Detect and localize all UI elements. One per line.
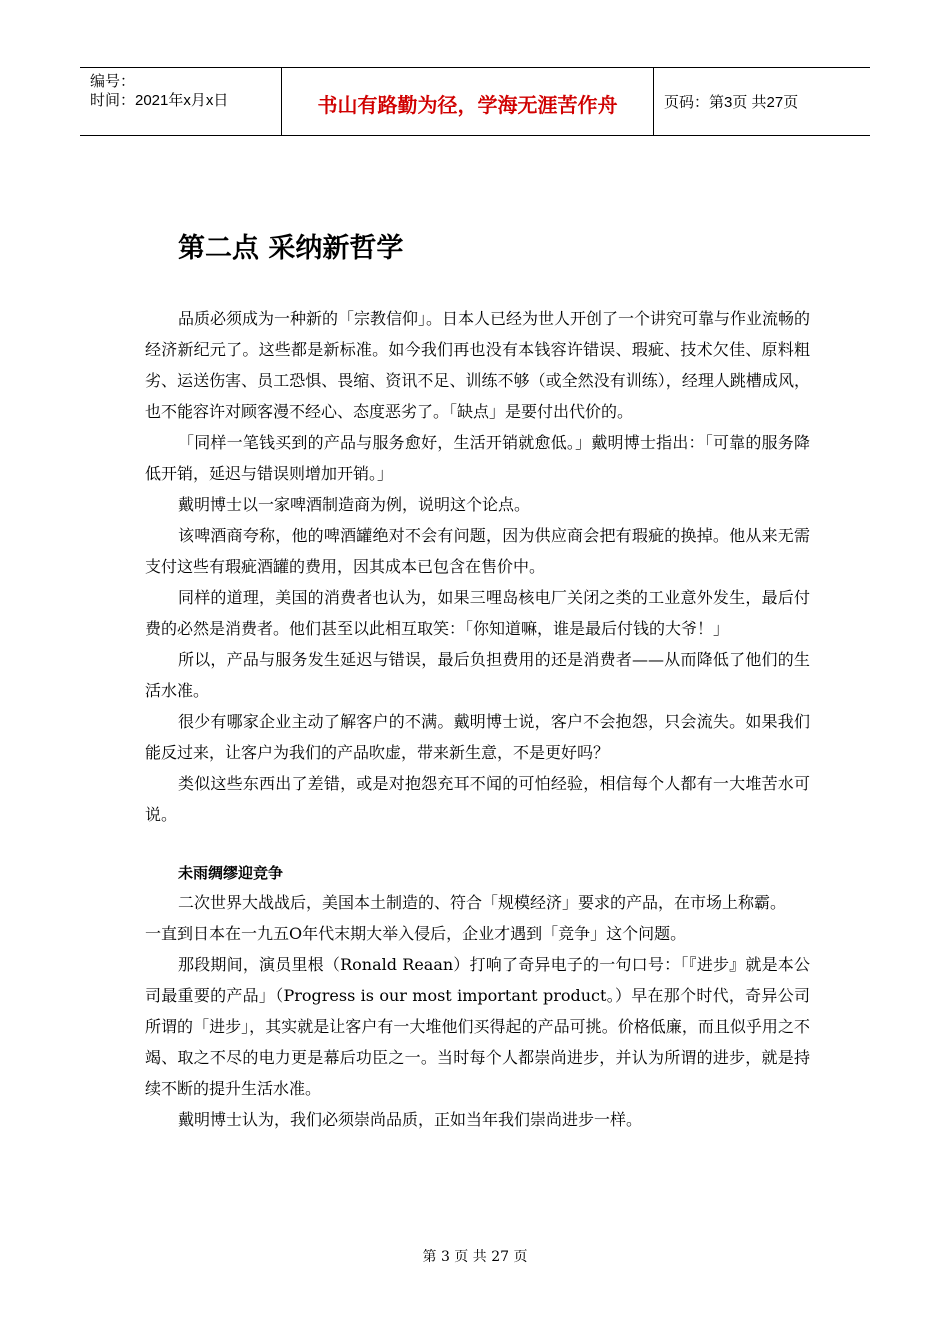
date-label: 时间：2021年x月x日 (90, 92, 229, 109)
paragraph: 所以，产品与服务发生延迟与错误，最后负担费用的还是消费者——从而降低了他们的生活水准。 (145, 650, 810, 700)
page-header (80, 67, 870, 136)
document-body (145, 303, 810, 1135)
paragraph: 那段期间，演员里根（Ronald Reaan）打响了奇异电子的一句口号：「『进步』就是本公司最重要的产品」（Progress is our most important product。）早在那个时代，奇异公司所谓的「进步」，其实就是让客户有一大堆他们买得起的产品可挑。价格低廉，而且似乎用之不竭、取之不尽的电力更是幕后功臣之一。当时每个人都崇尚进步，并认为所谓的进步，就是持续不断的提升生活水准。 (145, 955, 810, 1098)
page-footer: 第 3 页 共 27 页 (422, 1249, 528, 1265)
paragraph: 戴明博士以一家啤酒制造商为例，说明这个论点。 (178, 495, 531, 514)
paragraph: 很少有哪家企业主动了解客户的不满。戴明博士说，客户不会抱怨，只会流失。如果我们能反过来，让客户为我们的产品吹虚，带来新生意，不是更好吗？ (145, 712, 810, 762)
paragraph: 同样的道理，美国的消费者也认为，如果三哩岛核电厂关闭之类的工业意外发生，最后付费的必然是消费者。他们甚至以此相互取笑：「你知道嘛，谁是最后付钱的大爷！」 (145, 588, 810, 638)
subheading: 未雨绸缪迎竞争 (178, 864, 284, 882)
header-info-cell (80, 68, 281, 135)
paragraph: 一直到日本在一九五O年代末期大举入侵后，企业才遇到「竞争」这个问题。 (145, 924, 687, 943)
paragraph: 类似这些东西出了差错，或是对抱怨充耳不闻的可怕经验，相信每个人都有一大堆苦水可说。 (145, 774, 810, 824)
paragraph: 二次世界大战战后，美国本土制造的、符合「规模经济」要求的产品，在市场上称霸。 (178, 893, 787, 912)
paragraph: 该啤酒商夸称，他的啤酒罐绝对不会有问题，因为供应商会把有瑕疵的换掉。他从来无需支付这些有瑕疵酒罐的费用，因其成本已包含在售价中。 (145, 526, 810, 576)
paragraph: 「同样一笔钱买到的产品与服务愈好，生活开销就愈低。」戴明博士指出：「可靠的服务降低开销，延迟与错误则增加开销。」 (145, 433, 810, 483)
header-motto: 书山有路勤为径，学海无涯苦作舟 (281, 68, 654, 135)
paragraph: 品质必须成为一种新的「宗教信仰」。日本人已经为世人开创了一个讲究可靠与作业流畅的经济新纪元了。这些都是新标准。如今我们再也没有本钱容许错误、瑕疵、技术欠佳、原料粗劣、运送伤害、员工恐惧、畏缩、资讯不足、训练不够（或全然没有训练），经理人跳槽成风，也不能容许对顾客漫不经心、态度恶劣了。「缺点」是要付出代价的。 (145, 309, 811, 421)
header-page-info: 页码：第3页 共27页 (664, 94, 799, 111)
section-title: 第二点 采纳新哲学 (178, 233, 404, 264)
code-label: 编号： (90, 73, 136, 90)
paragraph: 戴明博士认为，我们必须崇尚品质，正如当年我们崇尚进步一样。 (178, 1110, 643, 1129)
